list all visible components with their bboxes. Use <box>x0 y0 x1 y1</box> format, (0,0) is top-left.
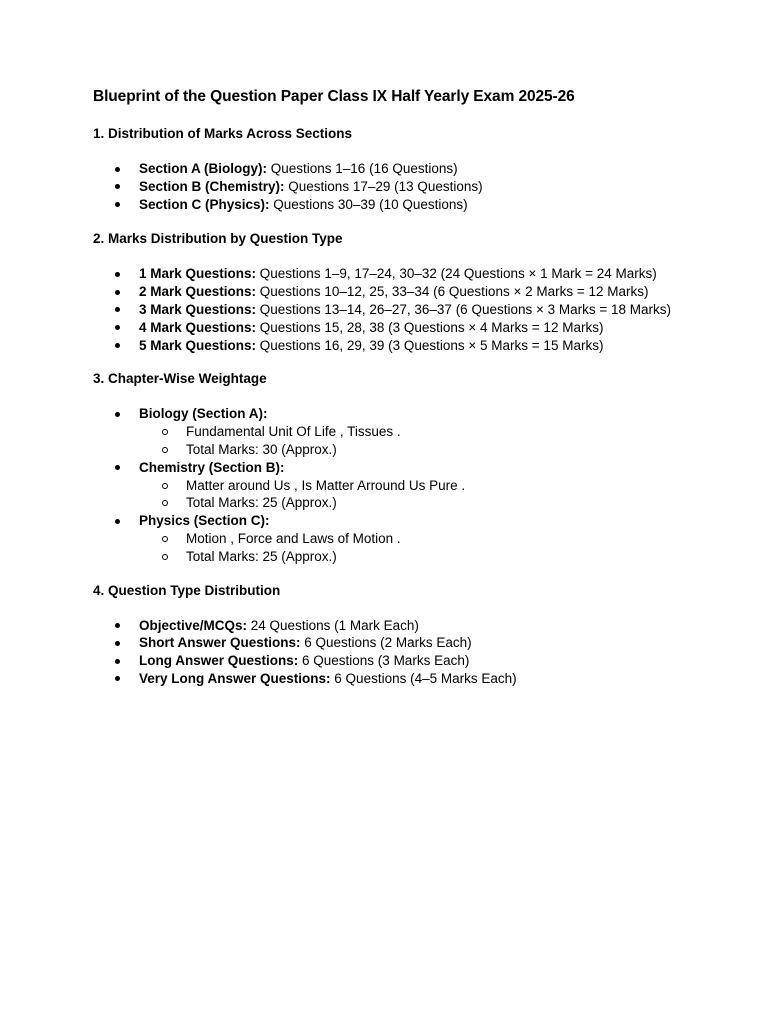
bullet-icon <box>115 325 120 330</box>
hollow-bullet-icon <box>162 554 168 560</box>
item-label: Long Answer Questions: <box>139 653 299 669</box>
document-title: Blueprint of the Question Paper Class IX Half Yearly Exam 2025-26 <box>93 88 575 105</box>
list-item <box>93 459 733 512</box>
list-item <box>93 319 733 337</box>
bullet-icon <box>115 412 120 417</box>
section-heading-marks-by-question-type: 2. Marks Distribution by Question Type <box>93 231 343 247</box>
hollow-bullet-icon <box>162 483 168 489</box>
list-item <box>93 283 733 301</box>
bullet-icon <box>115 290 120 295</box>
section-list-chapter-weightage <box>93 405 733 565</box>
section-list-question-type-distribution <box>93 617 733 688</box>
item-text: 6 Questions (2 Marks Each) <box>300 635 472 651</box>
sub-list <box>139 530 733 566</box>
bullet-icon <box>115 641 120 646</box>
item-text: Questions 10–12, 25, 33–34 (6 Questions × 2 Marks = 12 Marks) <box>256 284 649 300</box>
list-item <box>93 652 733 670</box>
sub-item-text: Total Marks: 25 (Approx.) <box>186 495 337 511</box>
list-item <box>93 337 733 355</box>
item-text: 6 Questions (4–5 Marks Each) <box>330 670 517 686</box>
bullet-icon <box>115 184 120 189</box>
item-label: Biology (Section A): <box>139 406 268 422</box>
sub-list-item <box>139 494 733 512</box>
item-text: Questions 1–16 (16 Questions) <box>267 161 458 176</box>
bullet-icon <box>115 272 120 277</box>
item-label: Section A (Biology): <box>139 161 267 176</box>
hollow-bullet-icon <box>162 447 168 453</box>
list-item <box>93 178 733 196</box>
document-page <box>93 86 733 688</box>
bullet-icon <box>115 519 120 524</box>
item-text: Questions 1–9, 17–24, 30–32 (24 Questions × 1 Mark = 24 Marks) <box>256 266 657 282</box>
section-list-marks-across-sections <box>93 160 733 213</box>
list-item <box>93 512 733 565</box>
hollow-bullet-icon <box>162 429 168 435</box>
list-item <box>93 301 733 319</box>
list-item <box>93 634 733 652</box>
item-text: Questions 17–29 (13 Questions) <box>284 178 483 194</box>
bullet-icon <box>115 307 120 312</box>
item-text: 24 Questions (1 Mark Each) <box>247 617 419 633</box>
section-heading-marks-across-sections: 1. Distribution of Marks Across Sections <box>93 126 353 141</box>
item-text: Questions 16, 29, 39 (3 Questions × 5 Marks = 15 Marks) <box>256 337 604 353</box>
sub-item-text: Total Marks: 30 (Approx.) <box>186 441 337 457</box>
bullet-icon <box>115 465 120 470</box>
sub-list-item <box>139 441 733 459</box>
sub-item-text: Motion , Force and Laws of Motion . <box>186 530 401 546</box>
list-item <box>93 670 733 688</box>
sub-list <box>139 477 733 513</box>
section-heading-chapter-weightage: 3. Chapter-Wise Weightage <box>93 371 267 387</box>
bullet-icon <box>115 202 120 207</box>
list-item <box>93 160 733 178</box>
item-label: Section C (Physics): <box>139 196 270 212</box>
item-label: 1 Mark Questions: <box>139 266 257 282</box>
item-label: 4 Mark Questions: <box>139 319 257 335</box>
item-label: 5 Mark Questions: <box>139 337 257 353</box>
sub-list-item <box>139 423 733 441</box>
bullet-icon <box>115 167 120 172</box>
item-label: 3 Mark Questions: <box>139 301 257 317</box>
sub-list <box>139 423 733 459</box>
item-label: Section B (Chemistry): <box>139 178 285 194</box>
item-label: 2 Mark Questions: <box>139 284 257 300</box>
sub-item-text: Matter around Us , Is Matter Arround Us Pure . <box>186 477 466 493</box>
item-label: Very Long Answer Questions: <box>139 670 331 686</box>
sub-list-item <box>139 477 733 495</box>
item-label: Short Answer Questions: <box>139 635 301 651</box>
bullet-icon <box>115 343 120 348</box>
section-heading-question-type-distribution: 4. Question Type Distribution <box>93 582 281 598</box>
item-label: Objective/MCQs: <box>139 617 248 633</box>
sub-list-item <box>139 530 733 548</box>
bullet-icon <box>115 676 120 681</box>
item-text: Questions 15, 28, 38 (3 Questions × 4 Marks = 12 Marks) <box>256 319 604 335</box>
list-item <box>93 405 733 458</box>
sub-item-text: Fundamental Unit Of Life , Tissues . <box>186 424 401 440</box>
sub-list-item <box>139 548 733 566</box>
item-text: Questions 30–39 (10 Questions) <box>269 196 468 212</box>
list-item <box>93 196 733 214</box>
list-item <box>93 617 733 635</box>
item-label: Chemistry (Section B): <box>139 459 285 475</box>
sub-item-text: Total Marks: 25 (Approx.) <box>186 548 337 564</box>
section-list-marks-by-question-type <box>93 265 733 354</box>
bullet-icon <box>115 623 120 628</box>
list-item <box>93 265 733 283</box>
hollow-bullet-icon <box>162 500 168 506</box>
bullet-icon <box>115 659 120 664</box>
item-text: Questions 13–14, 26–27, 36–37 (6 Questions × 3 Marks = 18 Marks) <box>256 301 672 317</box>
item-text: 6 Questions (3 Marks Each) <box>298 653 470 669</box>
hollow-bullet-icon <box>162 536 168 542</box>
item-label: Physics (Section C): <box>139 513 270 529</box>
